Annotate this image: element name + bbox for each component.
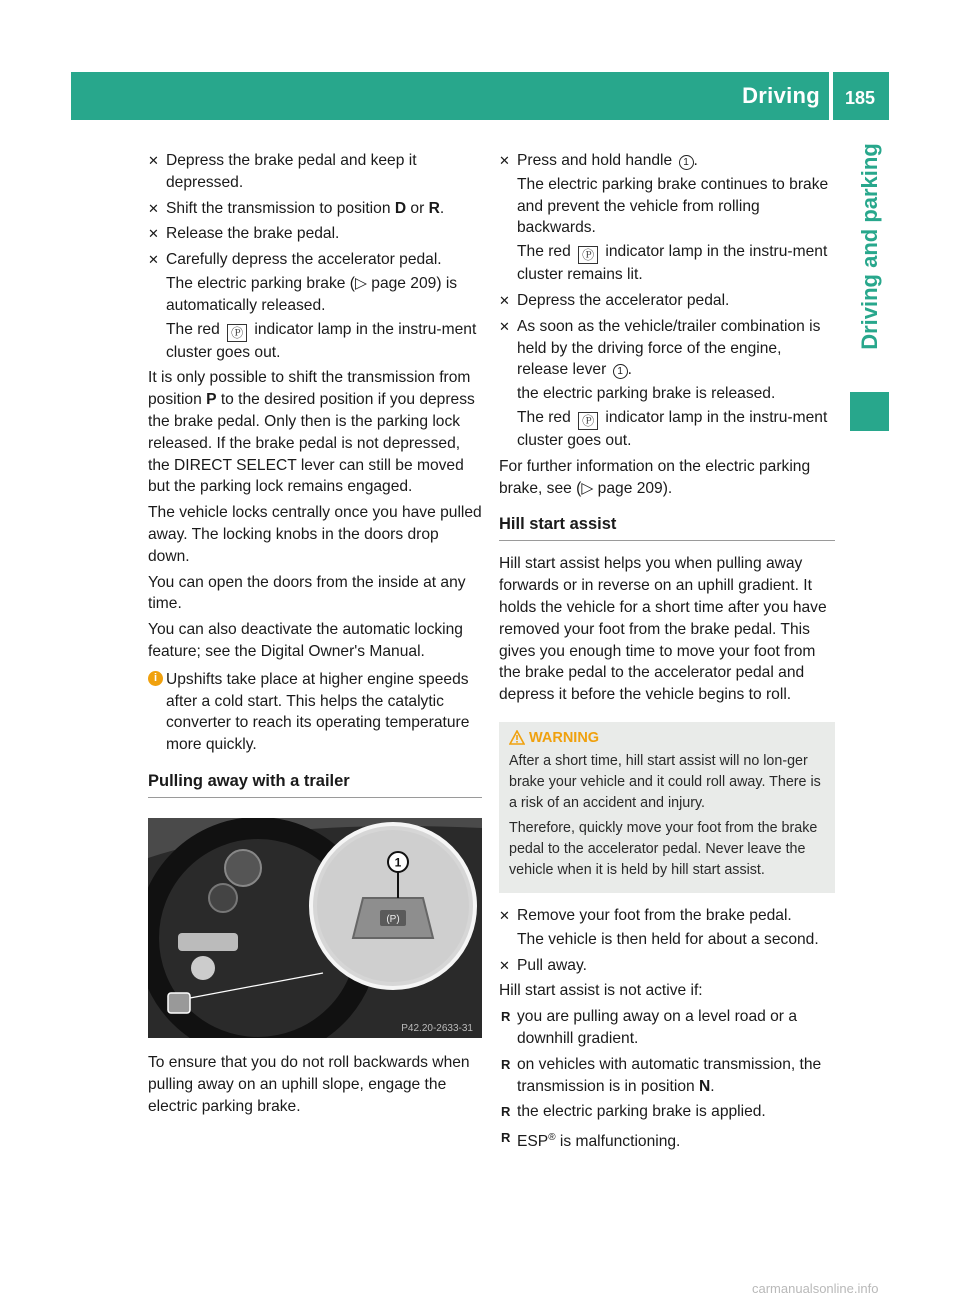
paragraph — [148, 367, 482, 498]
list-item-text: is malfunctioning. — [555, 1133, 681, 1151]
step-item — [499, 955, 835, 977]
step-arrow-icon: ✕ — [499, 153, 510, 168]
step-item — [499, 905, 835, 951]
step-item — [499, 150, 835, 286]
bullet-icon: R — [501, 1056, 511, 1072]
page-ref-arrow-icon: ▷ — [354, 274, 372, 292]
step-item — [148, 223, 482, 245]
paragraph-text: to the desired position if you depress the brake pedal. Only then is the parking lock released. If the brake pedal is not depressed, the DIRECT SELECT lever can still be moved but the parking lock remains engaged. — [148, 391, 475, 496]
svg-text:(P): (P) — [386, 913, 400, 925]
step-item — [499, 316, 835, 452]
step-item — [148, 249, 482, 363]
info-note — [148, 669, 482, 756]
page-ref-arrow-icon: ▷ — [581, 479, 598, 497]
step-result-text: ) is automatically released. — [166, 274, 458, 314]
registered-mark: ® — [548, 1132, 556, 1144]
warning-triangle-icon — [509, 730, 525, 745]
gear-n: N — [699, 1077, 711, 1095]
warning-box — [499, 722, 835, 893]
list-item — [499, 1006, 835, 1050]
info-text: Upshifts take place at higher engine speeds after a cold start. This helps the catalytic converter to reach its operating temperature more quickly. — [166, 670, 470, 754]
step-result — [517, 241, 835, 286]
warning-title — [509, 728, 825, 749]
gear-p: P — [206, 391, 217, 409]
step-result-text: The red — [517, 243, 576, 261]
step-result-text: indicator lamp in the instru-ment cluster remains lit. — [517, 243, 828, 284]
info-icon: i — [148, 671, 163, 686]
step-result: The electric parking brake continues to brake and prevent the vehicle from rolling backwards. — [517, 175, 829, 237]
paragraph — [499, 456, 835, 500]
section-title: Driving — [742, 83, 820, 108]
step-text: . — [627, 361, 632, 379]
list-item-text: . — [710, 1077, 715, 1095]
step-result-text: The red — [517, 408, 576, 426]
paragraph-text: For further information on the electric parking brake, see ( — [499, 457, 811, 497]
step-result — [166, 319, 482, 364]
bullet-icon: R — [501, 1130, 511, 1146]
step-item — [499, 290, 835, 312]
paragraph: You can also deactivate the automatic locking feature; see the Digital Owner's Manual. — [148, 621, 463, 660]
paragraph-text: It is only possible to shift the transmission from position — [148, 369, 471, 409]
section-heading: Hill start assist — [499, 513, 835, 541]
list-item-text: on vehicles with automatic transmission, the transmission is in position — [517, 1055, 822, 1095]
side-tab[interactable] — [850, 120, 889, 373]
list-item-text: the electric parking brake is applied. — [517, 1103, 766, 1121]
step-text: . — [693, 152, 698, 169]
step-result — [166, 273, 482, 317]
step-result-text: The red — [166, 320, 225, 338]
callout-1-icon: 1 — [679, 155, 694, 170]
paragraph-text: ). — [662, 479, 673, 497]
parking-brake-lamp-icon: Ⓟ — [227, 324, 247, 342]
step-text: As soon as the vehicle/trailer combination is held by the driving force of the engine, release lever — [517, 317, 821, 379]
step-arrow-icon: ✕ — [499, 907, 510, 923]
step-text: . — [439, 199, 445, 217]
warning-text: After a short time, hill start assist will no lon-ger brake your vehicle and it could roll away. There is a risk of an accident and injury. — [509, 752, 821, 811]
step-text: or — [406, 199, 429, 217]
step-result-text: indicator lamp in the instru-ment cluster goes out. — [166, 320, 477, 361]
callout-1-icon: 1 — [613, 364, 628, 379]
step-result: the electric parking brake is released. — [517, 385, 776, 403]
gear-d: D — [394, 199, 407, 217]
paragraph: You can open the doors from the inside at any time. — [148, 573, 466, 613]
step-text: Pull away. — [517, 956, 587, 974]
right-column — [499, 150, 835, 1157]
header-separator — [829, 72, 833, 120]
side-tab-marker — [850, 392, 889, 431]
step-text: Shift the transmission to position — [166, 199, 395, 217]
step-result-text: The electric parking brake ( — [166, 274, 355, 292]
step-result-text: indicator lamp in the instru-ment cluster goes out. — [517, 408, 828, 449]
step-text: Press and hold handle — [517, 152, 677, 169]
side-tab-label: Driving and parking — [857, 143, 882, 350]
parking-brake-lamp-icon: Ⓟ — [578, 246, 598, 264]
step-text: Carefully depress the accelerator pedal. — [166, 251, 442, 269]
gear-r: R — [428, 199, 440, 217]
parking-brake-lamp-icon: Ⓟ — [578, 412, 598, 430]
step-text: Remove your foot from the brake pedal. — [517, 906, 792, 924]
list-item-text: ESP — [517, 1133, 549, 1151]
bullet-icon: R — [501, 1104, 511, 1120]
page-ref-link[interactable]: page 209 — [597, 479, 663, 497]
left-column — [148, 150, 482, 1121]
step-arrow-icon: ✕ — [499, 957, 510, 973]
step-arrow-icon: ✕ — [499, 292, 510, 308]
step-arrow-icon: ✕ — [148, 226, 159, 242]
step-result: The vehicle is then held for about a second. — [517, 930, 819, 948]
step-arrow-icon: ✕ — [499, 318, 510, 334]
step-text: Release the brake pedal. — [166, 225, 340, 243]
section-heading: Pulling away with a trailer — [148, 770, 482, 798]
step-result — [517, 407, 835, 452]
step-arrow-icon: ✕ — [148, 200, 159, 216]
warning-text: Therefore, quickly move your foot from the brake pedal to the accelerator pedal. Never leave the vehicle when it is held by hill start assist. — [509, 819, 818, 878]
step-item — [148, 150, 482, 194]
paragraph: The vehicle locks centrally once you have pulled away. The locking knobs in the doors drop down. — [148, 504, 482, 565]
list-item-text: you are pulling away on a level road or a downhill gradient. — [517, 1008, 797, 1047]
step-arrow-icon: ✕ — [148, 153, 159, 168]
list-item — [499, 1054, 835, 1098]
list-item — [499, 1101, 835, 1123]
paragraph: Hill start assist is not active if: — [499, 982, 703, 1000]
page-number: 185 — [845, 88, 876, 108]
warning-title-text: WARNING — [529, 729, 600, 746]
step-text: Depress the brake pedal and keep it depressed. — [166, 152, 417, 191]
step-text: Depress the accelerator pedal. — [517, 291, 730, 309]
figure-code: P42.20-2633-31 — [401, 1022, 473, 1034]
paragraph: To ensure that you do not roll backwards when pulling away on an uphill slope, engage the electric parking brake. — [148, 1053, 470, 1115]
step-arrow-icon: ✕ — [148, 252, 159, 268]
list-item — [499, 1127, 835, 1153]
page-ref-link[interactable]: page 209 — [371, 274, 437, 292]
step-item — [148, 198, 482, 220]
callout-1-label: 1 — [394, 855, 402, 870]
bullet-icon: R — [501, 1009, 511, 1025]
watermark: carmanualsonline.info — [752, 1281, 879, 1296]
dashboard-figure — [148, 818, 482, 1038]
dashboard-illustration — [148, 818, 482, 1038]
paragraph: Hill start assist helps you when pulling away forwards or in reverse on an uphill gradient. It holds the vehicle for a short time after you have removed your foot from the brake pedal. This gives you enough time to move your foot from the brake pedal to the accelerator pedal and depress it before the vehicle begins to roll. — [499, 555, 827, 704]
